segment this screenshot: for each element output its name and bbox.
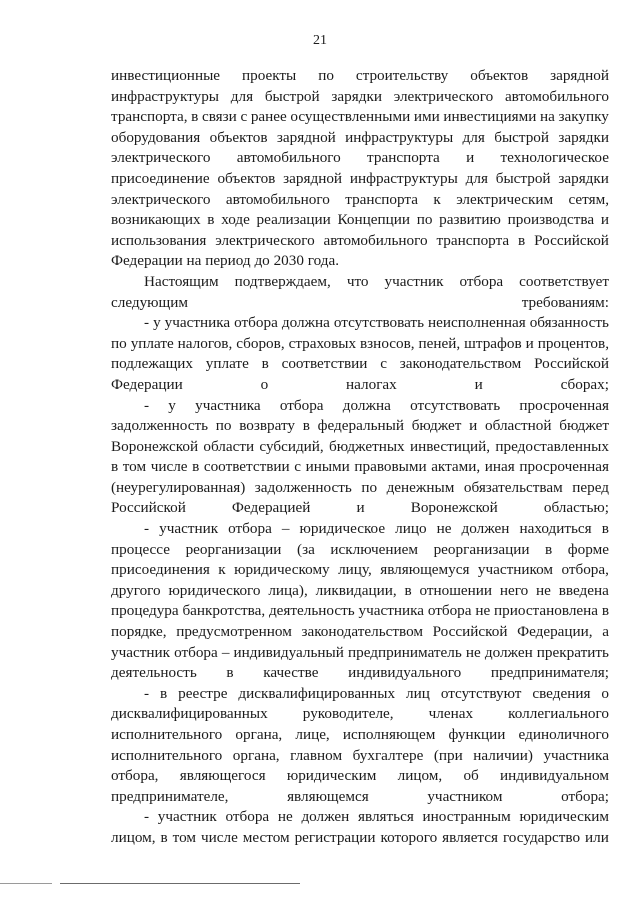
word: в xyxy=(601,520,609,538)
word: должна xyxy=(281,314,330,332)
word: подтверждаем, xyxy=(234,272,331,290)
word: - xyxy=(144,684,150,702)
word: дисквалифицированных xyxy=(111,705,268,723)
text-line xyxy=(111,272,609,293)
word: сборов, xyxy=(236,334,285,352)
word: лицом, xyxy=(111,828,156,846)
word: (за xyxy=(297,540,315,558)
word: зарядки xyxy=(558,169,609,187)
word: отбора, xyxy=(561,561,609,579)
word: у xyxy=(168,396,176,414)
word: главном xyxy=(290,746,343,764)
word: по xyxy=(111,334,127,352)
word: по xyxy=(416,211,433,229)
word: органа, xyxy=(232,746,280,764)
word: на xyxy=(539,108,555,126)
word: для xyxy=(462,128,485,146)
word: не xyxy=(465,643,481,661)
word: Российской xyxy=(432,623,508,641)
word: - xyxy=(144,314,150,332)
word: процессе xyxy=(111,540,170,558)
word: и xyxy=(600,211,609,229)
word: по xyxy=(361,478,378,496)
text-line xyxy=(111,519,609,540)
word: руководителе, xyxy=(302,705,394,723)
text-line xyxy=(111,354,609,375)
word: осуществленными xyxy=(290,108,411,126)
requirement-4 xyxy=(111,684,609,808)
word: в xyxy=(192,458,200,476)
word: подлежащих xyxy=(111,355,193,373)
text-line: следующим требованиям: xyxy=(111,293,609,311)
word: лицом, xyxy=(397,767,443,785)
word: технологическое xyxy=(500,149,609,167)
word: отношении xyxy=(419,581,493,599)
word: федеральный xyxy=(317,417,404,435)
word: органа, xyxy=(235,726,283,743)
word: юридического xyxy=(168,581,261,599)
word: – xyxy=(221,643,230,661)
word: быстрой xyxy=(495,169,551,187)
text-line xyxy=(111,766,609,787)
word: является xyxy=(442,828,498,846)
word: возникающих xyxy=(111,211,201,229)
word: иными xyxy=(305,458,350,476)
word: для xyxy=(465,169,488,187)
word: инфраструктуры xyxy=(111,87,219,105)
word: Российской xyxy=(534,231,609,249)
word: отсутствуют xyxy=(440,684,522,702)
text-line xyxy=(111,396,609,417)
word: транспорта xyxy=(367,149,440,167)
word: бюджетных xyxy=(329,437,405,455)
word: участник xyxy=(159,520,219,538)
word: отбора xyxy=(459,272,504,290)
word: участником xyxy=(477,561,554,579)
word: страховых xyxy=(288,334,357,352)
word: наличии) xyxy=(473,746,533,764)
word: исполняющем xyxy=(342,726,436,743)
word: (неурегулированная) xyxy=(111,478,246,496)
word: бухгалтере xyxy=(352,746,424,764)
word: о xyxy=(601,684,609,702)
word: объектов xyxy=(470,67,529,84)
word: индивидуальном xyxy=(500,767,609,785)
word: и xyxy=(469,417,478,435)
word: быстрой xyxy=(494,128,550,146)
paragraph-2 xyxy=(111,272,609,313)
requirement-1 xyxy=(111,313,609,395)
word: том xyxy=(172,828,197,846)
text-line xyxy=(111,478,609,499)
text-line xyxy=(111,581,609,602)
word: в xyxy=(601,602,609,620)
word: лиц xyxy=(406,684,430,702)
word: иностранным xyxy=(422,808,511,826)
word: к xyxy=(218,561,226,579)
word: электрическим xyxy=(456,190,554,208)
word: задолженность xyxy=(111,417,209,435)
word: объектов xyxy=(209,128,268,146)
word: Федерации, xyxy=(517,623,593,641)
word: коллегиального xyxy=(508,705,609,723)
word: регистрации xyxy=(294,828,376,846)
word: соответствии xyxy=(281,355,368,373)
text-line: деятельность в качестве индивидуального предпринимателя; xyxy=(111,664,609,682)
word: ходе xyxy=(221,211,250,229)
word: участника xyxy=(358,602,424,620)
word: оборудования xyxy=(111,128,201,146)
word: лицо xyxy=(395,520,427,538)
word: – xyxy=(281,520,290,538)
word: просроченная xyxy=(519,458,609,476)
word: отбора xyxy=(174,643,218,661)
word: реестре xyxy=(178,684,228,702)
requirement-2 xyxy=(111,396,609,520)
word: транспорта, xyxy=(111,108,188,126)
word: отсутствовать xyxy=(410,396,501,414)
word: числе xyxy=(200,828,238,846)
text-line xyxy=(111,828,609,849)
word: автомобильного xyxy=(504,87,609,105)
word: государство xyxy=(502,828,581,846)
word: должна xyxy=(342,396,391,414)
word: в xyxy=(302,417,310,435)
word: законодательством xyxy=(301,623,423,641)
word: в xyxy=(261,355,269,373)
word: иная xyxy=(484,458,515,476)
word: инвестициями xyxy=(443,108,537,126)
word: в xyxy=(207,211,215,229)
footer-rule-left xyxy=(0,883,52,884)
text-line: Российской Федерацией и Воронежской областью; xyxy=(111,499,609,517)
word: не xyxy=(436,520,452,538)
text-line xyxy=(111,231,609,252)
requirement-3 xyxy=(111,519,609,684)
text-line xyxy=(111,169,609,190)
word: в xyxy=(111,458,119,476)
word: в xyxy=(545,540,553,558)
word: с xyxy=(240,108,248,126)
word: деятельность xyxy=(268,602,355,620)
word: реорганизации xyxy=(433,540,530,558)
word: юридическим xyxy=(286,767,377,785)
word: банкротства, xyxy=(182,602,266,620)
word: прекратить xyxy=(536,643,609,661)
word: лице, xyxy=(295,726,330,743)
word: или xyxy=(585,828,609,846)
word: в xyxy=(518,231,526,249)
text-line xyxy=(111,560,609,581)
word: зарядной xyxy=(276,128,336,146)
word: областной xyxy=(485,417,552,435)
text-line xyxy=(111,746,609,767)
word: ранее xyxy=(250,108,287,126)
word: закупку xyxy=(558,108,609,126)
word: автомобильного xyxy=(225,190,330,208)
word: законодательством xyxy=(399,355,522,373)
word: сведения xyxy=(532,684,591,702)
word: в xyxy=(191,108,199,126)
word: другого xyxy=(111,581,161,599)
word: в xyxy=(160,828,168,846)
word: находиться xyxy=(519,520,592,538)
word: числе xyxy=(150,458,188,476)
word: развитию xyxy=(439,211,501,229)
word: транспорта xyxy=(345,190,418,208)
word: юридическое xyxy=(299,520,386,538)
word: присоединения xyxy=(111,561,210,579)
word: инфраструктуры xyxy=(349,169,458,187)
word: по xyxy=(215,417,232,435)
word: инвестиционные xyxy=(111,67,221,84)
word: предприниматель xyxy=(347,643,462,661)
word: лицу, xyxy=(338,561,372,579)
word: - xyxy=(144,520,150,538)
word: Концепции xyxy=(337,211,410,229)
word: проекты xyxy=(241,67,297,84)
word: форме xyxy=(567,540,609,558)
word: не xyxy=(277,808,293,826)
word: что xyxy=(346,272,369,290)
word: для xyxy=(230,87,254,105)
word: Российской xyxy=(534,355,609,373)
word: порядке, xyxy=(111,623,167,641)
word: являться xyxy=(358,808,414,826)
word: и xyxy=(525,334,534,352)
word: транспорта xyxy=(436,231,510,249)
word: ликвидации, xyxy=(315,581,397,599)
word: с xyxy=(294,458,301,476)
word: использования xyxy=(111,231,207,249)
text-line: Федерации на период до 2030 года. xyxy=(111,252,340,270)
word: области xyxy=(203,437,255,455)
word: у xyxy=(153,314,161,332)
word: должен xyxy=(461,520,510,538)
word: актами, xyxy=(431,458,481,476)
word: ими xyxy=(413,108,440,126)
word: присоединение xyxy=(111,169,210,187)
word: лица), xyxy=(268,581,308,599)
word: - xyxy=(144,396,150,414)
word: том xyxy=(122,458,147,476)
word: с xyxy=(380,355,387,373)
word: обязательствам xyxy=(463,478,563,496)
word: быстрой xyxy=(264,87,320,105)
word: автомобильного xyxy=(236,149,341,167)
word: являющемуся xyxy=(380,561,470,579)
paragraph-1 xyxy=(111,66,609,272)
word: участника xyxy=(195,396,261,414)
word: зарядной xyxy=(550,67,609,84)
text-line: Федерации о налогах и сборах; xyxy=(111,375,609,393)
word: должен xyxy=(484,643,533,661)
word: участника xyxy=(164,314,231,332)
word: отбора xyxy=(225,808,270,826)
word: производства xyxy=(507,211,595,229)
word: Воронежской xyxy=(111,437,199,455)
text-line xyxy=(111,128,609,149)
word: членах xyxy=(428,705,474,723)
word: штрафов xyxy=(464,334,522,352)
word: реализации xyxy=(256,211,331,229)
text-line xyxy=(111,643,609,664)
word: налогов, xyxy=(177,334,233,352)
text-line xyxy=(111,87,609,108)
word: местом xyxy=(242,828,290,846)
word: участник xyxy=(111,643,170,661)
word: возврату xyxy=(239,417,296,435)
text-line xyxy=(111,704,609,725)
word: а xyxy=(602,623,609,641)
word: инфраструктуры xyxy=(345,128,454,146)
word: правовыми xyxy=(354,458,427,476)
word: в xyxy=(160,684,168,702)
word: объектов xyxy=(217,169,276,187)
text-line xyxy=(111,622,609,643)
word: пеней, xyxy=(418,334,461,352)
word: не xyxy=(536,581,551,599)
text-line xyxy=(111,457,609,478)
word: не xyxy=(475,602,491,620)
word: к xyxy=(433,190,441,208)
word: сетям, xyxy=(568,190,609,208)
word: - xyxy=(144,808,150,826)
text-line xyxy=(111,190,609,211)
text-line xyxy=(111,66,609,87)
word: процентов, xyxy=(537,334,609,352)
word: предусмотренном xyxy=(176,623,292,641)
word: электрического xyxy=(393,87,494,105)
word: индивидуальный xyxy=(233,643,344,661)
word: которого xyxy=(380,828,438,846)
word: дисквалифицированных xyxy=(238,684,396,702)
text-line xyxy=(111,334,609,355)
text-line xyxy=(111,601,609,622)
word: предоставленных xyxy=(495,437,609,455)
word: функции xyxy=(448,726,506,743)
word: электрического xyxy=(111,190,211,208)
word: уплате xyxy=(205,355,249,373)
document-body xyxy=(111,66,609,849)
footer-rule xyxy=(60,883,300,884)
word: отбора xyxy=(427,602,472,620)
word: исполнительного xyxy=(111,746,223,764)
text-line xyxy=(111,437,609,458)
word: перед xyxy=(572,478,609,496)
page-number: 21 xyxy=(313,33,327,48)
word: взносов, xyxy=(360,334,415,352)
word: задолженность xyxy=(254,478,352,496)
word: являющегося xyxy=(179,767,266,785)
word: отбора, xyxy=(111,767,159,785)
word: зарядки xyxy=(331,87,382,105)
text-line xyxy=(111,416,609,437)
word: денежным xyxy=(386,478,455,496)
word: зарядной xyxy=(283,169,343,187)
word: бюджет xyxy=(559,417,609,435)
word: и xyxy=(466,149,475,167)
word: соответствует xyxy=(519,272,609,290)
text-line xyxy=(111,725,609,746)
word: зарядки xyxy=(558,128,609,146)
word: введена xyxy=(558,581,609,599)
text-line xyxy=(111,807,609,828)
word: неисполненная xyxy=(428,314,526,332)
word: единоличного xyxy=(518,726,609,743)
word: участник xyxy=(157,808,217,826)
word: уплате xyxy=(130,334,174,352)
word: приостановлена xyxy=(494,602,599,620)
text-line xyxy=(111,540,609,561)
word: соответствии xyxy=(203,458,290,476)
text-line xyxy=(111,107,609,128)
word: по xyxy=(318,67,334,84)
word: связи xyxy=(201,108,237,126)
word: отбора xyxy=(234,314,278,332)
word: отбора xyxy=(279,396,324,414)
word: реорганизации xyxy=(185,540,282,558)
word: просроченная xyxy=(519,396,609,414)
text-line xyxy=(111,210,609,231)
word: инвестиций, xyxy=(409,437,491,455)
word: электрического xyxy=(111,149,211,167)
word: него xyxy=(499,581,529,599)
word: участника xyxy=(543,746,609,764)
word: исключением xyxy=(330,540,418,558)
word: отсутствовать xyxy=(333,314,424,332)
text-line xyxy=(111,148,609,169)
word: в xyxy=(404,581,412,599)
word: (при xyxy=(433,746,463,764)
word: обязанность xyxy=(529,314,609,332)
word: об xyxy=(463,767,479,785)
word: автомобильного xyxy=(323,231,428,249)
word: строительству xyxy=(355,67,449,84)
word: субсидий, xyxy=(259,437,324,455)
text-line xyxy=(111,313,609,334)
word: Настоящим xyxy=(144,272,219,290)
text-line xyxy=(111,684,609,705)
word: юридическим xyxy=(519,808,609,826)
word: отбора xyxy=(228,520,272,538)
word: участник xyxy=(384,272,444,290)
word: исполнительного xyxy=(111,726,223,743)
word: юридическому xyxy=(234,561,330,579)
word: бюджет xyxy=(411,417,462,435)
text-line: предпринимателе, являющемся участником отбора; xyxy=(111,787,609,805)
word: должен xyxy=(301,808,350,826)
requirement-5 xyxy=(111,807,609,848)
word: электрического xyxy=(215,231,315,249)
word: процедура xyxy=(111,602,179,620)
